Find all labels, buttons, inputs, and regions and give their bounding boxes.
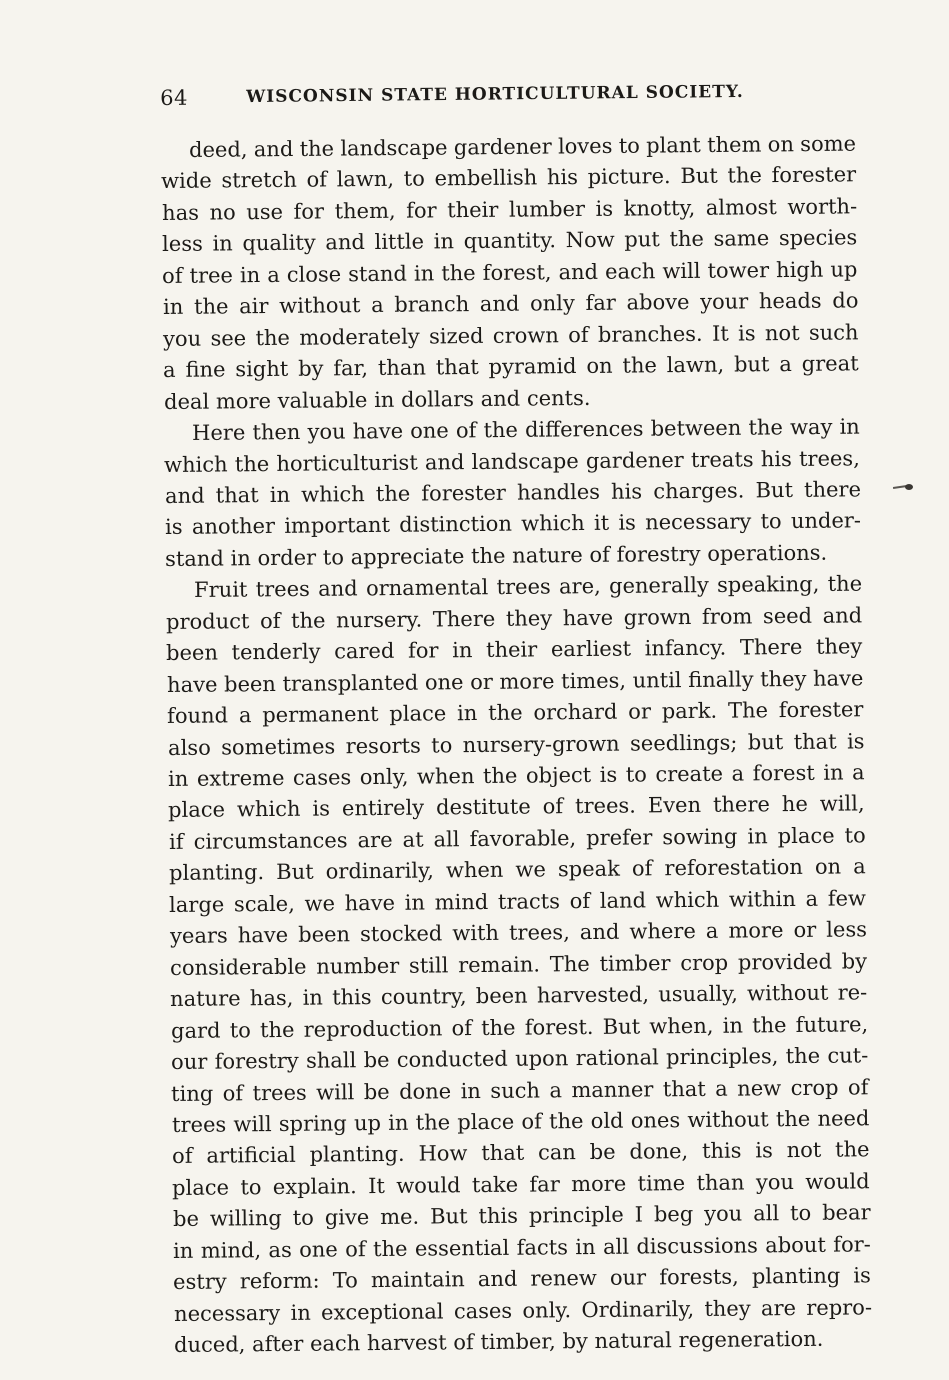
text-line: trees will spring up in the place of the old ones without the need [171, 1106, 870, 1137]
text-line: of artificial planting. How that can be done, this is not the [171, 1137, 870, 1169]
text-line: been tenderly cared for in their earliest infancy. There they [166, 634, 863, 666]
text-line: deed, and the landscape gardener loves to plant them on some [189, 131, 857, 162]
text-line: Here then you have one of the differences between the way in [192, 414, 860, 446]
text-line: which the horticulturist and landscape gardener treats his trees, [164, 445, 861, 477]
text-line: if circumstances are at all favorable, prefer sowing in place to [168, 823, 866, 854]
text-line: stand in order to appreciate the nature of forestry operations. [165, 540, 828, 571]
running-head: WISCONSIN STATE HORTICULTURAL SOCIETY. [246, 81, 744, 108]
text-line: duced, after each harvest of timber, by natural regeneration. [174, 1326, 824, 1358]
text-line: nature has, in this country, been harvested, usually, without re- [170, 980, 868, 1012]
text-line: years have been stocked with trees, and where a more or less [169, 917, 867, 949]
text-line: deal more valuable in dollars and cents. [163, 385, 591, 414]
text-line: place to explain. It would take far more time than you would [172, 1169, 871, 1200]
text-line: large scale, we have in mind tracts of land which within a few [169, 886, 867, 917]
text-line: of tree in a close stand in the forest, and each will tower high up [162, 257, 858, 288]
text-line: in mind, as one of the essential facts in all discussions about for- [172, 1232, 871, 1263]
text-line: is another important distinction which it is necessary to under- [165, 508, 862, 540]
text-line: be willing to give me. But this principle I beg you all to bear [172, 1200, 871, 1232]
margin-ink-mark [893, 484, 915, 490]
text-line: a fine sight by far, than that pyramid on the lawn, but a great [163, 351, 860, 383]
text-line: also sometimes resorts to nursery-grown seedlings; but that is [167, 728, 865, 760]
text-line: you see the moderately sized crown of branches. It is not such [163, 320, 859, 351]
text-line: ting of trees will be done in such a manner that a new crop of [171, 1074, 869, 1106]
text-line: product of the nursery. There they have grown from seed and [166, 603, 863, 634]
text-line: less in quality and little in quantity. Now put the same species [162, 225, 858, 257]
text-line: found a permanent place in the orchard or park. The forester [167, 697, 864, 729]
page-number: 64 [160, 85, 189, 110]
text-line: planting. But ordinarily, when we speak of reforestation on a [168, 854, 866, 886]
text-line: necessary in exceptional cases only. Ordinarily, they are repro- [173, 1294, 872, 1326]
text-line: estry reform: To maintain and renew our forests, planting is [173, 1263, 872, 1295]
text-line: our forestry shall be conducted upon rational principles, the cut- [170, 1043, 869, 1075]
text-line: have been transplanted one or more times, until finally they have [166, 665, 864, 697]
text-line: Fruit trees and ornamental trees are, generally speaking, the [193, 571, 862, 603]
text-line: considerable number still remain. The timber crop provided by [169, 948, 868, 980]
text-line: gard to the reproduction of the forest. But when, in the future, [170, 1011, 868, 1043]
text-line: wide stretch of lawn, to embellish his picture. But the forester [161, 162, 857, 194]
text-line: has no use for them, for their lumber is knotty, almost worth- [161, 194, 857, 225]
text-line: in extreme cases only, when the object is to create a forest in a [167, 760, 865, 791]
text-line: in the air without a branch and only far above your heads do [162, 288, 859, 320]
text-line: and that in which the forester handles his charges. But there [164, 477, 861, 508]
text-line: place which is entirely destitute of trees. Even there he will, [168, 791, 865, 823]
